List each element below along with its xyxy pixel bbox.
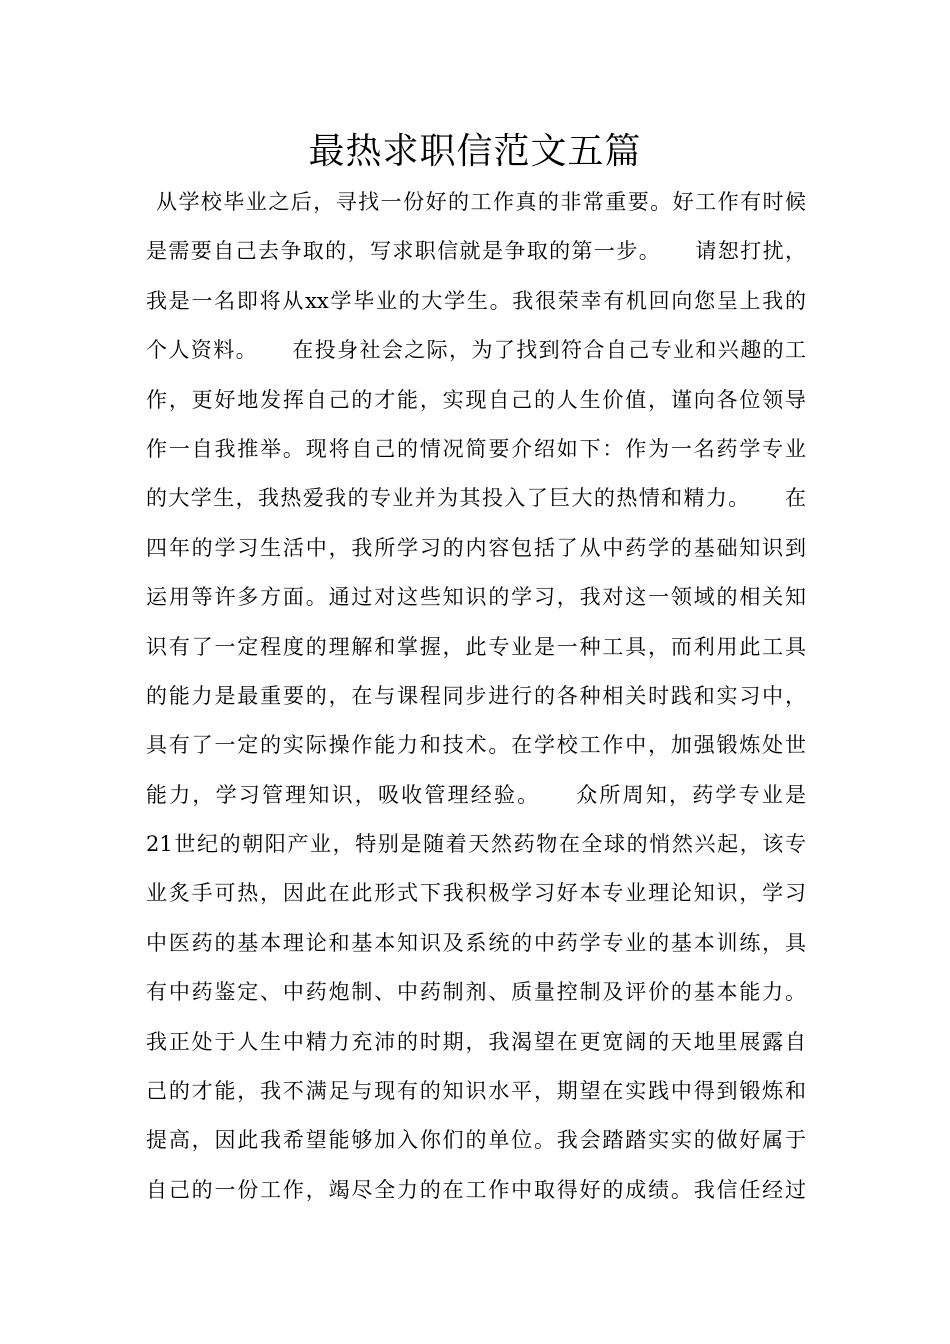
body-line: 我正处于人生中精力充沛的时期，我渴望在更宽阔的天地里展露自 — [146, 1029, 806, 1054]
body-line: 四年的学习生活中，我所学习的内容包括了从中药学的基础知识到 — [146, 535, 806, 560]
body-line: 作，更好地发挥自己的才能，实现自己的人生价值，谨向各位领导 — [146, 387, 806, 412]
body-line: 能力，学习管理知识，吸收管理经验。 众所周知，药学专业是 — [146, 782, 806, 807]
body-line: 个人资料。 在投身社会之际，为了找到符合自己专业和兴趣的工 — [146, 338, 806, 363]
body-line: 中医药的基本理论和基本知识及系统的中药学专业的基本训练，具 — [146, 930, 806, 955]
body-line: 从学校毕业之后，寻找一份好的工作真的非常重要。好工作有时候 — [156, 190, 806, 214]
body-line: 有中药鉴定、中药炮制、中药制剂、质量控制及评价的基本能力。 — [146, 980, 806, 1005]
body-line: 是需要自己去争取的，写求职信就是争取的第一步。 请恕打扰， — [146, 239, 806, 264]
body-line: 己的才能，我不满足与现有的知识水平，期望在实践中得到锻炼和 — [146, 1079, 806, 1104]
body-line: 具有了一定的实际操作能力和技术。在学校工作中，加强锻炼处世 — [146, 733, 806, 758]
body-line: 提高，因此我希望能够加入你们的单位。我会踏踏实实的做好属于 — [146, 1128, 806, 1153]
body-line: 自己的一份工作，竭尽全力的在工作中取得好的成绩。我信任经过 — [146, 1177, 806, 1202]
body-line: 识有了一定程度的理解和掌握，此专业是一种工具，而利用此工具 — [146, 634, 806, 659]
document-body — [146, 178, 806, 1215]
body-line: 的能力是最重要的，在与课程同步进行的各种相关时践和实习中， — [146, 683, 806, 708]
body-line: 我是一名即将从xx学毕业的大学生。我很荣幸有机回向您呈上我的 — [146, 288, 806, 313]
body-line: 运用等许多方面。通过对这些知识的学习，我对这一领域的相关知 — [146, 585, 806, 610]
document-title: 最热求职信范文五篇 — [308, 131, 642, 172]
body-line: 21世纪的朝阳产业，特别是随着天然药物在全球的悄然兴起，该专 — [146, 832, 806, 857]
body-line: 业炙手可热，因此在此形式下我积极学习好本专业理论知识，学习 — [146, 881, 806, 906]
body-line: 作一自我推举。现将自己的情况简要介绍如下：作为一名药学专业 — [146, 436, 806, 461]
body-line: 的大学生，我热爱我的专业并为其投入了巨大的热情和精力。 在 — [146, 486, 806, 511]
